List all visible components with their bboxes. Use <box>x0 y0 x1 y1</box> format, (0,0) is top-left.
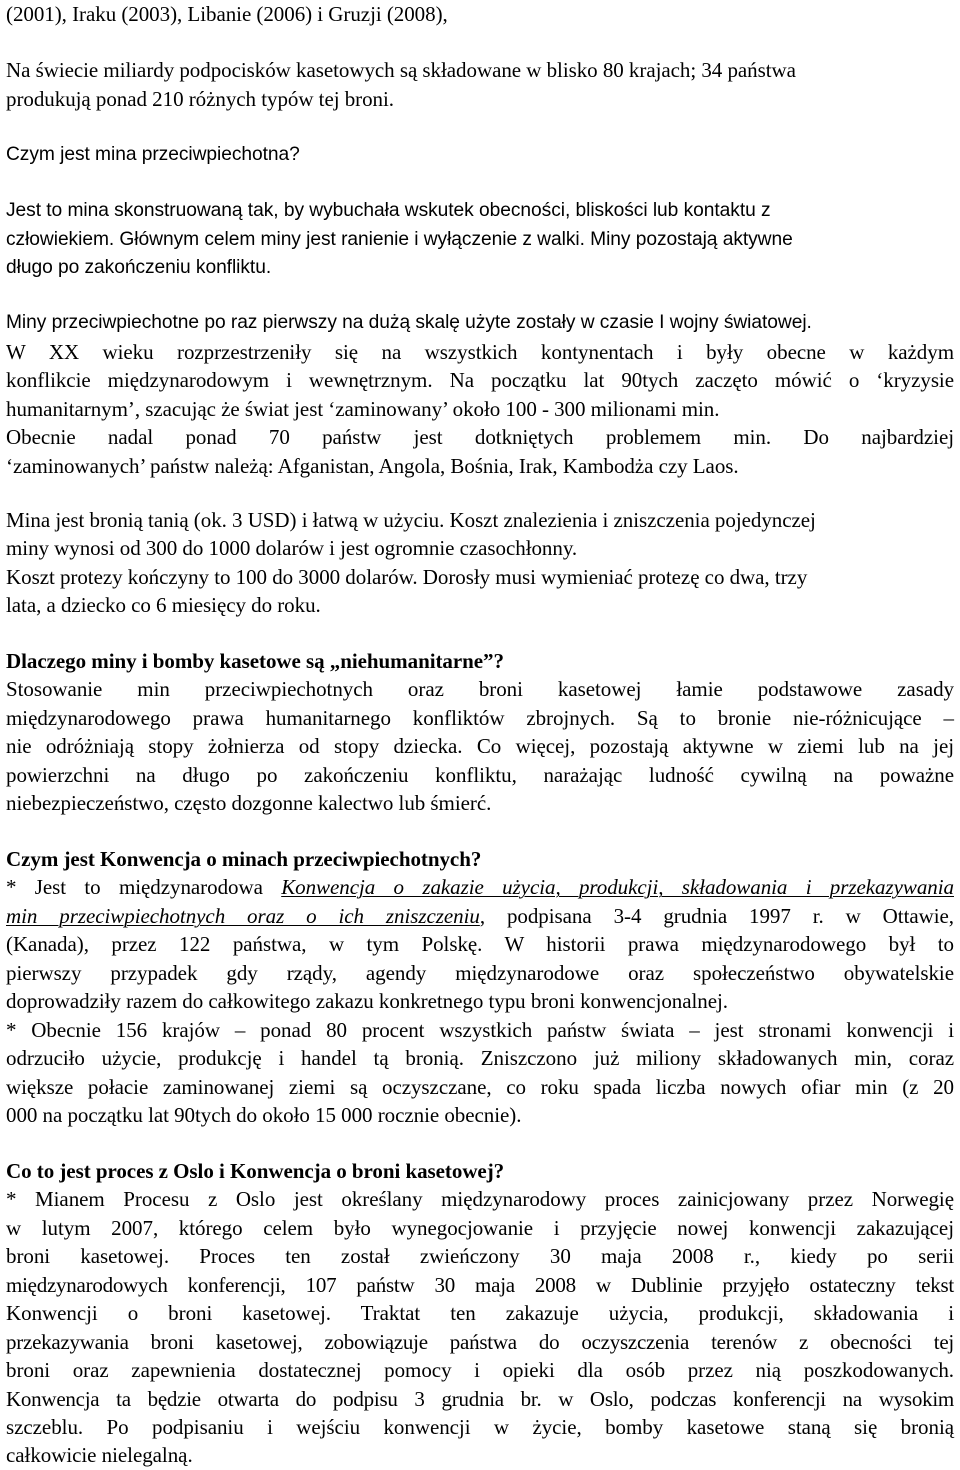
paragraph-line: Konwencja ta będzie otwarta do podpisu 3 grudnia br. w Oslo, podczas konferencji na wysokim <box>6 1387 954 1411</box>
paragraph-text: , podpisana 3-4 grudnia 1997 r. w Ottawie, <box>479 904 954 928</box>
paragraph-line: broni oraz zapewnienia dostatecznej pomocy i opieki dla osób przez nią poszkodowanych. <box>6 1358 954 1382</box>
intro-line: Na świecie miliardy podpocisków kasetowych są składowane w blisko 80 krajach; 34 państwa <box>6 58 796 82</box>
convention-title-link[interactable]: min przeciwpiechotnych oraz o ich zniszczeniu <box>6 904 480 928</box>
paragraph-line: człowiekiem. Głównym celem miny jest ranienie i wyłączenie z walki. Miny pozostają aktywne <box>6 229 793 250</box>
paragraph-line: * Mianem Procesu z Oslo jest określany międzynarodowy proces zainicjowany przez Norwegię <box>6 1187 954 1211</box>
paragraph-line: w lutym 2007, którego celem było wynegocjowanie i przyjęcie nowej konwencji zakazującej <box>6 1216 954 1240</box>
intro-line: (2001), Iraku (2003), Libanie (2006) i Gruzji (2008), <box>6 2 448 26</box>
paragraph-line: miny wynosi od 300 do 1000 dolarów i jest ogromnie czasochłonny. <box>6 536 578 560</box>
paragraph-line: Miny przeciwpiechotne po raz pierwszy na dużą skalę użyte zostały w czasie I wojny światowej. <box>6 312 812 333</box>
paragraph-line: międzynarodowych konferencji, 107 państw 30 maja 2008 w Dublinie przyjęło ostateczny tekst <box>6 1273 954 1297</box>
section-heading: Co to jest proces z Oslo i Konwencja o broni kasetowej? <box>6 1159 505 1183</box>
paragraph-line: ‘zaminowanych’ państw należą: Afganistan, Angola, Bośnia, Irak, Kambodża czy Laos. <box>6 454 739 478</box>
paragraph-line: Mina jest bronią tanią (ok. 3 USD) i łatwą w użyciu. Koszt znalezienia i zniszczenia pojedynczej <box>6 508 816 532</box>
paragraph-line <box>6 873 954 902</box>
paragraph-line: (Kanada), przez 122 państwa, w tym Polskę. W historii prawa międzynarodowego był to <box>6 932 954 956</box>
section-heading: Dlaczego miny i bomby kasetowe są „niehumanitarne”? <box>6 649 504 673</box>
paragraph-line: doprowadziły razem do całkowitego zakazu konkretnego typu broni konwencjonalnej. <box>6 989 729 1013</box>
section-heading: Czym jest mina przeciwpiechotna? <box>6 144 300 165</box>
paragraph-line: konflikcie międzynarodowym i wewnętrznym. Na początku lat 90tych zaczęto mówić o ‘kryzysie <box>6 368 954 392</box>
paragraph-line: lata, a dziecko co 6 miesięcy do roku. <box>6 593 321 617</box>
paragraph-line: całkowicie nielegalną. <box>6 1443 193 1467</box>
paragraph-line: szczeblu. Po podpisaniu i wejściu konwencji w życie, bomby kasetowe staną się bronią <box>6 1415 954 1439</box>
paragraph-line: Jest to mina skonstruowaną tak, by wybuchała wskutek obecności, bliskości lub kontaktu z <box>6 200 771 221</box>
paragraph-line: W XX wieku rozprzestrzeniły się na wszystkich kontynentach i były obecne w każdym <box>6 340 954 364</box>
paragraph-line: powierzchni na długo po zakończeniu konfliktu, narażając ludność cywilną na poważne <box>6 763 954 787</box>
paragraph-line: Koszt protezy kończyny to 100 do 3000 dolarów. Dorosły musi wymieniać protezę co dwa, trzy <box>6 565 808 589</box>
intro-line: produkują ponad 210 różnych typów tej broni. <box>6 87 394 111</box>
paragraph-line: Stosowanie min przeciwpiechotnych oraz broni kasetowej łamie podstawowe zasady <box>6 677 954 701</box>
paragraph-line: większe połacie zaminowanej ziemi są oczyszczane, co roku spada liczba nowych ofiar min (z 20 <box>6 1075 954 1099</box>
paragraph-line: * Obecnie 156 krajów – ponad 80 procent wszystkich państw świata – jest stronami konwencji i <box>6 1018 954 1042</box>
paragraph-line: niebezpieczeństwo, często dozgonne kalectwo lub śmierć. <box>6 791 492 815</box>
paragraph-line: humanitarnym’, szacując że świat jest ‘zaminowany’ około 100 - 300 milionami min. <box>6 397 720 421</box>
paragraph-line: nie odróżniają stopy żołnierza od stopy dziecka. Co więcej, pozostają aktywne w ziemi lub na jej <box>6 734 954 758</box>
paragraph-line: Konwencji o broni kasetowej. Traktat ten zakazuje użycia, produkcji, składowania i <box>6 1301 954 1325</box>
paragraph-line: Obecnie nadal ponad 70 państw jest dotkniętych problemem min. Do najbardziej <box>6 425 954 449</box>
paragraph-line: długo po zakończeniu konfliktu. <box>6 257 272 278</box>
paragraph-line: przekazywania broni kasetowej, zobowiązuje państwa do oczyszczenia terenów z obecności tej <box>6 1330 954 1354</box>
paragraph-line: 000 na początku lat 90tych do około 15 000 rocznie obecnie). <box>6 1103 522 1127</box>
paragraph-line: międzynarodowego prawa humanitarnego konfliktów zbrojnych. Są to bronie nie-różnicujące – <box>6 706 954 730</box>
paragraph-line <box>6 902 954 931</box>
paragraph-line: pierwszy przypadek gdy rządy, agendy międzynarodowe oraz społeczeństwo obywatelskie <box>6 961 954 985</box>
section-heading: Czym jest Konwencja o minach przeciwpiechotnych? <box>6 847 482 871</box>
paragraph-text: * Jest to międzynarodowa <box>6 875 282 899</box>
paragraph-line: odrzuciło użycie, produkcję i handel tą bronią. Zniszczono już miliony składowanych min, coraz <box>6 1046 954 1070</box>
paragraph-line: broni kasetowej. Proces ten został zwieńczony 30 maja 2008 r., kiedy po serii <box>6 1244 954 1268</box>
convention-title-link[interactable]: Konwencja o zakazie użycia, produkcji, składowania i przekazywania <box>281 875 954 899</box>
